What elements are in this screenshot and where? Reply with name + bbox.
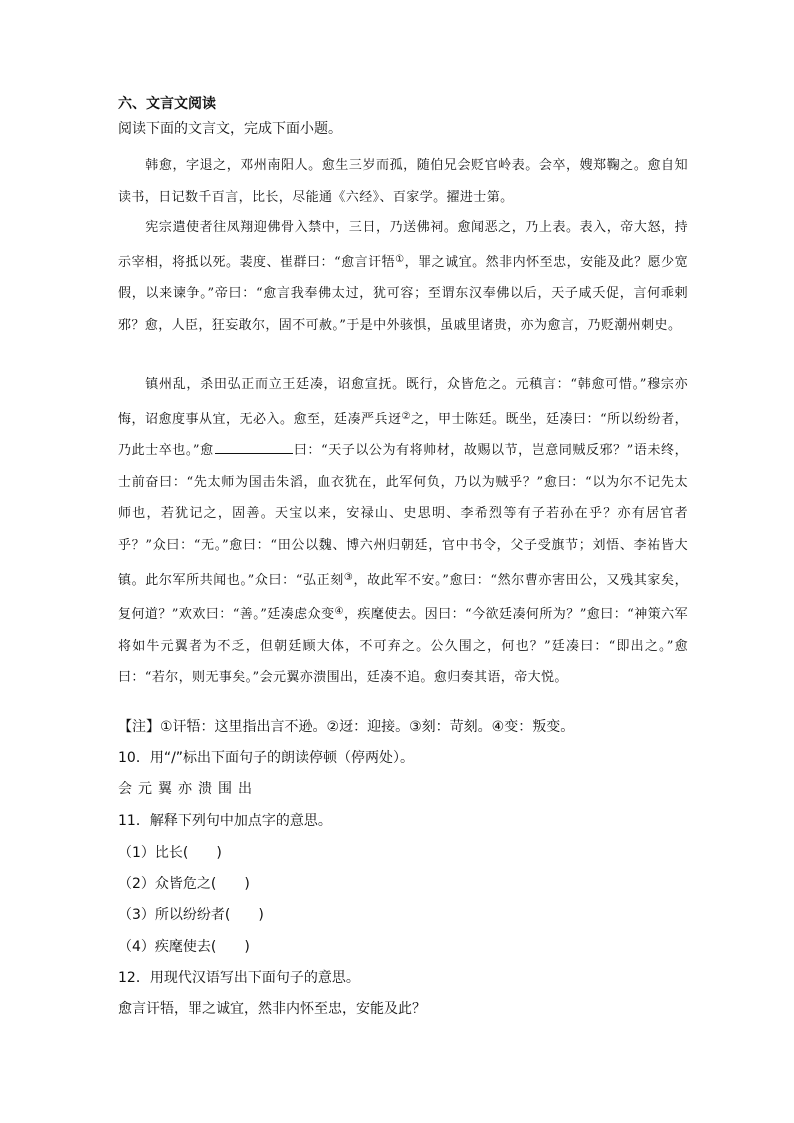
question-10-stem: 10．用“/”标出下面句子的朗读停顿（停两处）。	[118, 750, 415, 766]
footnote-mark-4: ④	[334, 606, 344, 618]
passage-p3-part-b: 之，甲士陈廷。既坐，廷凑曰：“所以纷纷者，乃此士卒也。”愈	[118, 411, 689, 459]
question-12-sentence: 愈言讦牾，罪之诚宜，然非内怀至忠，安能及此？	[118, 1001, 426, 1017]
instruction-text: 阅读下面的文言文，完成下面小题。	[118, 121, 342, 137]
passage-p3-part-c: 曰：“天子以公为有将帅材，故赐以节，岂意同贼反邪？”语未终，士前奋曰：“先太师为国击朱滔，血衣犹在，此军何负，乃以为贼乎？”愈曰：“以为尔不记先太师也，若犹记之，固善。天宝以来，安禄山、史思明、李希烈等有子若孙在乎？亦有居官者乎？”众曰：“无。”愈曰：“田公以魏、博六州归朝廷，官中书令，父子受旗节；刘悟、李祐皆大镇。此尔军所共闻也。”众曰：“弘正刻	[118, 443, 688, 588]
question-11-item-4[interactable]: （4）疾麾使去( )	[118, 939, 250, 955]
question-11-item-3[interactable]: （3）所以纷纷者( )	[118, 907, 264, 923]
passage-p3-part-a: 镇州乱，杀田弘正而立王廷凑，诏愈宣抚。既行，众皆危之。元稹言：“韩愈可惜。”穆宗亦悔，诏愈度事从宜，无必入。愈至，廷凑严兵迓	[118, 377, 688, 427]
section-title: 六、文言文阅读	[118, 96, 216, 112]
passage-p3-part-d: ，故此军不安。”愈曰：“然尔曹亦害田公，又残其家矣，复何道？”欢欢曰：“善。”廷凑虑众变	[118, 572, 688, 623]
passage-p2-part-a: 宪宗遣使者往凤翔迎佛骨入禁中，三日，乃送佛祠。愈闻恶之，乃上表。表入，帝大怒，持示宰相，将抵以死。裴度、崔群曰：“愈言讦牾	[118, 220, 688, 270]
question-11-item-2[interactable]: （2）众皆危之( )	[118, 876, 250, 892]
passage-paragraph-2	[118, 212, 688, 341]
footnote-mark-3: ③	[343, 571, 354, 583]
footnote-mark-1: ①	[395, 253, 405, 265]
question-11-item-1[interactable]: （1）比长( )	[118, 845, 222, 861]
passage-p3-part-e: ，疾麾使去。因曰：“今欲廷凑何所为？”愈曰：“神策六军将如牛元翼者为不乏，但朝廷顾大体，不可弃之。公久围之，何也？”廷凑曰：“即出之。”愈曰：“若尔，则无事矣。”会元翼亦溃围出，廷凑不追。愈归奏其语，帝大悦。	[118, 607, 688, 686]
passage-paragraph-1: 韩愈，字退之，邓州南阳人。愈生三岁而孤，随伯兄会贬官岭表。会卒，嫂郑鞠之。愈自知读书，日记数千百言，比长，尽能通《六经》、百家学。擢进士第。	[118, 158, 688, 205]
question-12-stem: 12．用现代汉语写出下面句子的意思。	[118, 970, 360, 986]
passage-p2-part-b: ，罪之诚宜。然非内怀至忠，安能及此？愿少宽假，以来谏争。”帝曰：“愈言我奉佛太过，犹可容；至谓东汉奉佛以后，天子咸夭促，言何乖剌邪？愈，人臣，狂妄敢尔，固不可赦。”于是中外骇惧，虽戚里诸贵，亦为愈言，乃贬潮州刺史。	[118, 254, 688, 333]
footnote-text: 【注】①讦牾：这里指出言不逊。②迓：迎接。③刻：苛刻。④变：叛变。	[118, 719, 575, 735]
question-10-sentence: 会元翼亦溃围出	[118, 781, 258, 797]
fill-blank-line[interactable]	[215, 441, 293, 454]
footnote-mark-2: ②	[401, 410, 411, 422]
question-11-stem: 11．解释下列句中加点字的意思。	[118, 813, 332, 829]
passage-paragraph-3	[118, 369, 688, 694]
